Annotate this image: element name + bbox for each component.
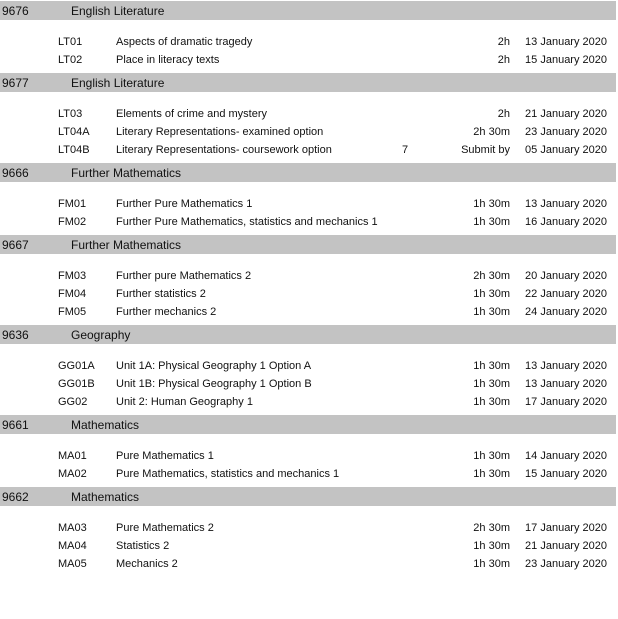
unit-name: Further statistics 2 (116, 288, 206, 300)
unit-name: Literary Representations- coursework option (116, 144, 332, 156)
unit-code: LT03 (58, 108, 83, 120)
unit-duration: 2h 30m (473, 126, 510, 138)
unit-name: Pure Mathematics, statistics and mechanics 1 (116, 468, 340, 480)
unit-date: 21 January 2020 (525, 540, 607, 552)
unit-date: 05 January 2020 (525, 144, 607, 156)
unit-name: Further Pure Mathematics 1 (116, 198, 253, 210)
unit-date: 13 January 2020 (525, 198, 607, 210)
unit-row (0, 268, 618, 286)
unit-code: FM04 (58, 288, 87, 300)
unit-date: 16 January 2020 (525, 216, 607, 228)
unit-row (0, 52, 618, 70)
section-header (0, 163, 616, 182)
subject-title: Further Mathematics (71, 166, 182, 180)
section-header (0, 325, 616, 344)
unit-date: 24 January 2020 (525, 306, 607, 318)
unit-row (0, 304, 618, 322)
unit-duration: 2h (497, 108, 510, 120)
subject-title: Geography (71, 328, 131, 342)
unit-code: LT02 (58, 54, 83, 66)
section-units (0, 92, 618, 163)
unit-date: 23 January 2020 (525, 558, 607, 570)
qualification-code: 9667 (2, 238, 29, 252)
unit-date: 17 January 2020 (525, 396, 607, 408)
section-units (0, 254, 618, 325)
unit-code: GG01B (58, 378, 95, 390)
unit-name: Statistics 2 (116, 540, 170, 552)
unit-code: MA05 (58, 558, 87, 570)
unit-name: Pure Mathematics 2 (116, 522, 214, 534)
unit-row (0, 142, 618, 160)
unit-date: 15 January 2020 (525, 54, 607, 66)
exam-timetable (0, 1, 618, 577)
section-header (0, 487, 616, 506)
unit-duration: Submit by (461, 144, 510, 156)
qualification-code: 9666 (2, 166, 29, 180)
unit-duration: 1h 30m (473, 558, 510, 570)
unit-code: MA01 (58, 450, 87, 462)
unit-duration: 1h 30m (473, 540, 510, 552)
unit-duration: 1h 30m (473, 378, 510, 390)
unit-date: 20 January 2020 (525, 270, 607, 282)
subject-title: English Literature (71, 76, 165, 90)
unit-duration: 1h 30m (473, 216, 510, 228)
unit-date: 13 January 2020 (525, 36, 607, 48)
unit-row (0, 520, 618, 538)
unit-row (0, 286, 618, 304)
unit-name: Unit 1B: Physical Geography 1 Option B (116, 378, 312, 390)
unit-name: Literary Representations- examined option (116, 126, 324, 138)
unit-row (0, 106, 618, 124)
unit-row (0, 34, 618, 52)
unit-code: FM05 (58, 306, 87, 318)
unit-date: 21 January 2020 (525, 108, 607, 120)
unit-name: Further mechanics 2 (116, 306, 217, 318)
unit-extra: 7 (402, 144, 409, 156)
unit-date: 23 January 2020 (525, 126, 607, 138)
unit-duration: 2h 30m (473, 270, 510, 282)
unit-duration: 1h 30m (473, 198, 510, 210)
section-header (0, 235, 616, 254)
unit-row (0, 124, 618, 142)
unit-duration: 1h 30m (473, 288, 510, 300)
unit-name: Pure Mathematics 1 (116, 450, 214, 462)
section-header (0, 1, 616, 20)
qualification-code: 9662 (2, 490, 29, 504)
unit-code: LT01 (58, 36, 83, 48)
subject-title: Mathematics (71, 490, 140, 504)
unit-name: Further pure Mathematics 2 (116, 270, 252, 282)
unit-row (0, 196, 618, 214)
unit-code: MA04 (58, 540, 87, 552)
subject-title: Further Mathematics (71, 238, 182, 252)
unit-row (0, 466, 618, 484)
unit-code: GG02 (58, 396, 88, 408)
unit-code: LT04A (58, 126, 90, 138)
qualification-code: 9661 (2, 418, 29, 432)
unit-date: 17 January 2020 (525, 522, 607, 534)
unit-name: Aspects of dramatic tragedy (116, 36, 253, 48)
unit-date: 13 January 2020 (525, 378, 607, 390)
section-units (0, 434, 618, 487)
qualification-code: 9676 (2, 4, 29, 18)
unit-name: Further Pure Mathematics, statistics and mechanics 1 (116, 216, 378, 228)
unit-duration: 1h 30m (473, 396, 510, 408)
section-units (0, 344, 618, 415)
unit-code: LT04B (58, 144, 90, 156)
unit-code: FM02 (58, 216, 87, 228)
unit-date: 14 January 2020 (525, 450, 607, 462)
section-units (0, 506, 618, 577)
unit-code: MA03 (58, 522, 87, 534)
unit-duration: 1h 30m (473, 468, 510, 480)
unit-row (0, 358, 618, 376)
unit-duration: 2h (497, 36, 510, 48)
unit-code: MA02 (58, 468, 87, 480)
unit-name: Mechanics 2 (116, 558, 178, 570)
unit-name: Unit 2: Human Geography 1 (116, 396, 253, 408)
unit-row (0, 376, 618, 394)
unit-row (0, 394, 618, 412)
unit-date: 13 January 2020 (525, 360, 607, 372)
section-header (0, 73, 616, 92)
unit-name: Elements of crime and mystery (116, 108, 267, 120)
unit-duration: 2h 30m (473, 522, 510, 534)
unit-duration: 2h (497, 54, 510, 66)
unit-row (0, 214, 618, 232)
unit-duration: 1h 30m (473, 306, 510, 318)
unit-duration: 1h 30m (473, 450, 510, 462)
unit-code: FM03 (58, 270, 87, 282)
unit-duration: 1h 30m (473, 360, 510, 372)
unit-date: 22 January 2020 (525, 288, 607, 300)
unit-row (0, 556, 618, 574)
unit-date: 15 January 2020 (525, 468, 607, 480)
section-units (0, 20, 618, 73)
unit-row (0, 448, 618, 466)
section-header (0, 415, 616, 434)
section-units (0, 182, 618, 235)
subject-title: Mathematics (71, 418, 140, 432)
subject-title: English Literature (71, 4, 165, 18)
unit-name: Unit 1A: Physical Geography 1 Option A (116, 360, 312, 372)
unit-code: GG01A (58, 360, 95, 372)
qualification-code: 9677 (2, 76, 29, 90)
unit-code: FM01 (58, 198, 87, 210)
qualification-code: 9636 (2, 328, 29, 342)
unit-name: Place in literacy texts (116, 54, 220, 66)
unit-row (0, 538, 618, 556)
